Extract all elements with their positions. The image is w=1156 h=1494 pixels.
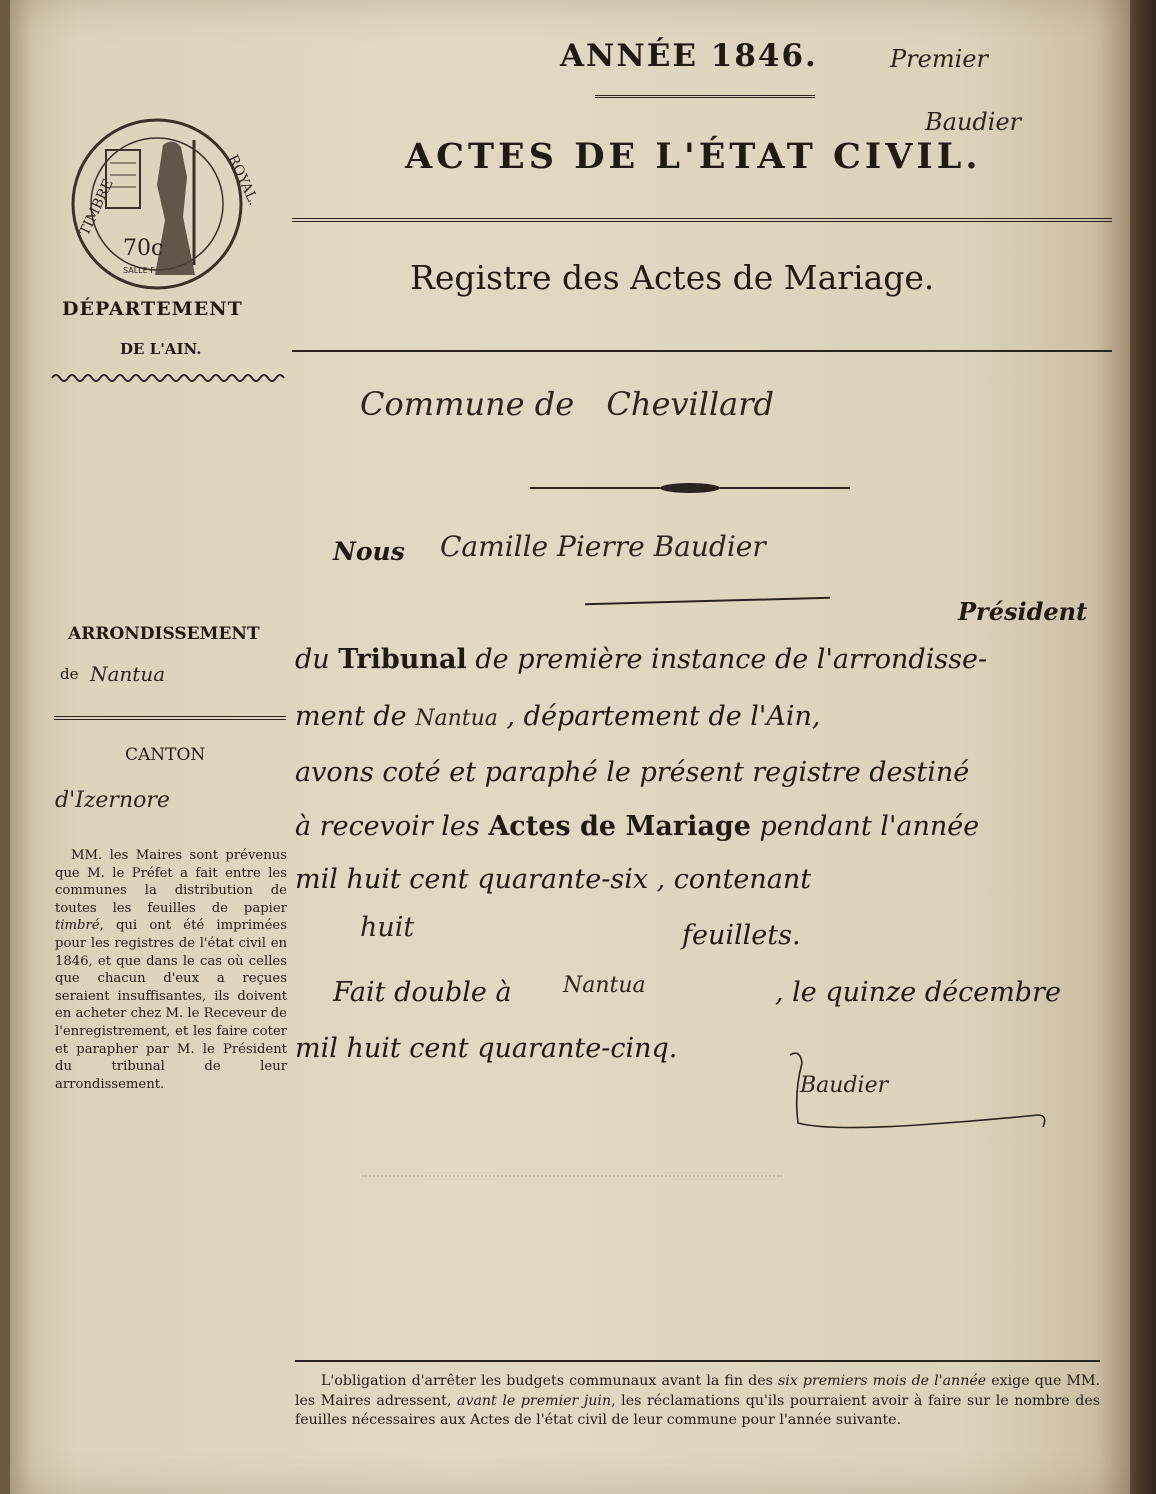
header-short-rule — [595, 95, 815, 98]
footer-p2: exige que MM. les Maires adressent, — [295, 1373, 1100, 1409]
fait-double: Fait double à — [333, 977, 512, 1008]
name-underline — [585, 597, 830, 605]
header-rule — [292, 218, 1112, 222]
bleed-through — [362, 1175, 782, 1187]
president-label: Président — [958, 597, 1088, 626]
book-binding-edge — [1130, 0, 1156, 1494]
department-label: DÉPARTEMENT — [62, 298, 243, 320]
body-line-7: mil huit cent quarante-cinq. — [295, 1033, 678, 1064]
line4-actes: Actes de Mariage — [488, 811, 751, 842]
arrondissement-de: de — [60, 665, 79, 683]
document-title: ACTES DE L'ÉTAT CIVIL. — [405, 136, 982, 177]
line2-a: ment de — [295, 701, 416, 732]
feuillets-label: feuillets. — [682, 920, 801, 951]
canton-value: d'Izernore — [55, 788, 170, 813]
footer-p2-italic: avant le premier juin — [456, 1392, 612, 1409]
signature-text: Baudier — [800, 1073, 889, 1098]
handwritten-initials: Baudier — [925, 108, 1022, 136]
line4-c: pendant l'année — [750, 811, 980, 842]
line2-c: , département de l'Ain, — [497, 701, 821, 732]
line1-tribunal: Tribunal — [338, 644, 467, 675]
commune-value: Chevillard — [606, 385, 775, 423]
left-notice-italic: timbré — [55, 918, 100, 934]
book-spine-edge — [0, 0, 10, 1494]
handwritten-premier: Premier — [890, 45, 988, 73]
stamp-royal: ROYAL. — [224, 152, 262, 209]
commune-line — [360, 385, 774, 423]
body-line-3: avons coté et paraphé le présent registre destiné — [295, 757, 970, 788]
body-line-5: mil huit cent quarante-six , contenant — [295, 864, 812, 895]
body-line-4 — [295, 811, 979, 842]
stamp-value: 70c — [123, 236, 164, 261]
body-line-2 — [295, 701, 820, 732]
canton-label: CANTON — [125, 745, 206, 765]
arrondissement-value: Nantua — [90, 662, 166, 686]
stamp-small-label: SALLE F — [123, 266, 155, 275]
register-type: Registre des Actes de Mariage. — [410, 258, 935, 297]
line1-a: du — [295, 644, 339, 675]
flourish-ornament — [530, 478, 850, 498]
left-notice — [55, 847, 287, 1093]
nous-label: Nous — [333, 537, 405, 566]
footer-notice — [295, 1372, 1100, 1431]
year-title: ANNÉE 1846. — [560, 38, 818, 74]
fait-date: , le quinze décembre — [775, 977, 1061, 1008]
left-rule — [54, 716, 286, 720]
body-line-1 — [295, 644, 987, 675]
royal-stamp — [68, 115, 262, 293]
line4-a: à recevoir les — [295, 811, 489, 842]
register-page — [10, 0, 1130, 1494]
feuillets-count: huit — [360, 912, 415, 943]
footer-p1-italic: six premiers mois de l'année — [777, 1373, 987, 1389]
footer-rule — [295, 1360, 1100, 1362]
president-name: Camille Pierre Baudier — [440, 530, 766, 563]
left-notice-end: , qui ont été imprimées pour les registres de l'état civil en 1846, et que dans le cas où celles que chacun d'eux a reçues seraient insuffisantes, ils doivent en acheter chez M. le Receveur de l'enregistrement, et les faire coter et parapher par M. le Président du tribunal de leur arrondissement. — [55, 918, 287, 1092]
department-value: DE L'AIN. — [120, 340, 202, 358]
line1-c: de première instance de l'arrondisse- — [466, 644, 988, 675]
line2-place: Nantua — [415, 706, 498, 731]
footer-p1: L'obligation d'arrêter les budgets communaux avant la fin des — [321, 1373, 778, 1389]
arrondissement-label: ARRONDISSEMENT — [68, 624, 260, 644]
register-rule — [292, 350, 1112, 352]
commune-prefix: Commune de — [360, 385, 575, 423]
footer-p3: , les réclamations qu'ils pourraient avoir à faire sur le nombre des feuilles nécessaires aux Actes de l'état civil de leur commune pour l'année suivante. — [295, 1392, 1100, 1428]
wavy-divider — [52, 372, 282, 384]
stamp-timbre: TIMBRE — [76, 176, 117, 239]
fait-place: Nantua — [563, 973, 646, 998]
left-notice-start: MM. les Maires sont prévenus que M. le Préfet a fait entre les communes la distribution de toutes les feuilles de papier — [55, 848, 287, 916]
